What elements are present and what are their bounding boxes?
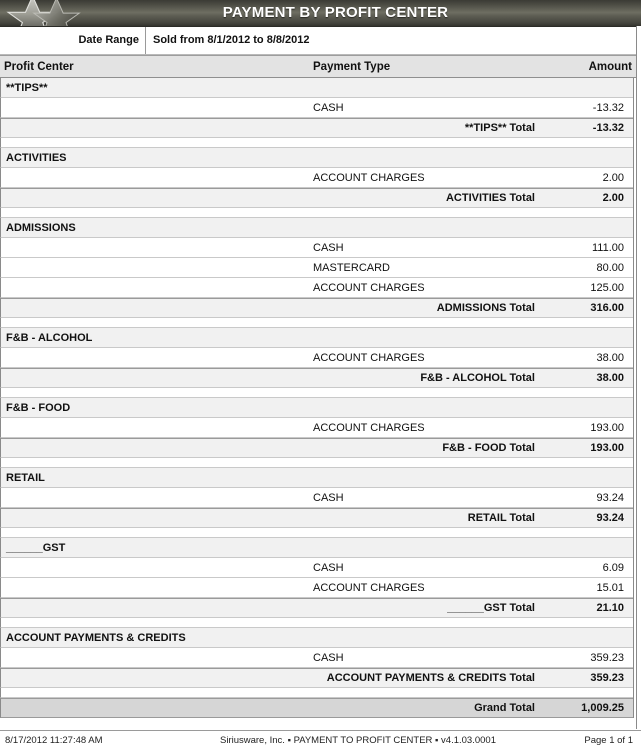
group-spacer <box>0 458 633 468</box>
group-total-row <box>0 598 633 618</box>
group-total-amount: -13.32 <box>592 122 624 134</box>
group-name: F&B - FOOD <box>6 401 71 414</box>
grand-total-row <box>0 698 633 718</box>
group-spacer <box>0 208 633 218</box>
group-total-label: F&B - FOOD Total <box>442 442 535 454</box>
group-total-amount: 316.00 <box>590 302 624 314</box>
group-total-row <box>0 298 633 318</box>
row-amount: 111.00 <box>591 241 624 254</box>
table-row <box>0 278 633 298</box>
row-amount: 125.00 <box>590 281 624 294</box>
date-range-value: Sold from 8/1/2012 to 8/8/2012 <box>153 34 310 46</box>
group-name: ACCOUNT PAYMENTS & CREDITS <box>6 631 186 644</box>
row-payment-type: CASH <box>313 491 344 504</box>
group-total-amount: 38.00 <box>596 372 624 384</box>
group-spacer <box>0 388 633 398</box>
row-amount: 6.09 <box>602 561 624 574</box>
table-row <box>0 418 633 438</box>
row-payment-type: CASH <box>313 241 344 254</box>
footer-timestamp: 8/17/2012 11:27:48 AM <box>5 735 103 746</box>
group-total-row <box>0 118 633 138</box>
group-name: ADMISSIONS <box>6 221 76 234</box>
table-row <box>0 578 633 598</box>
row-amount: 359.23 <box>590 651 624 664</box>
group-total-label: ACTIVITIES Total <box>445 192 535 204</box>
row-payment-type: ACCOUNT CHARGES <box>313 351 425 364</box>
table-row <box>0 168 633 188</box>
row-payment-type: ACCOUNT CHARGES <box>313 281 425 294</box>
group-total-row <box>0 438 633 458</box>
grand-total-label: Grand Total <box>474 702 535 714</box>
table-row <box>0 648 633 668</box>
report-title: PAYMENT BY PROFIT CENTER <box>222 4 449 21</box>
row-payment-type: CASH <box>313 561 344 574</box>
group-header-row <box>0 328 633 348</box>
table-row <box>0 488 633 508</box>
row-amount: 93.24 <box>596 491 624 504</box>
group-header-row <box>0 218 633 238</box>
group-header-row <box>0 148 633 168</box>
group-total-label: ______GST Total <box>447 602 535 614</box>
group-total-amount: 21.10 <box>596 602 624 614</box>
group-total-amount: 93.24 <box>596 512 624 524</box>
date-range-label: Date Range <box>0 27 146 54</box>
row-payment-type: ACCOUNT CHARGES <box>313 171 425 184</box>
row-payment-type: MASTERCARD <box>313 261 391 274</box>
column-header-row <box>0 55 641 78</box>
table-row <box>0 258 633 278</box>
group-spacer <box>0 318 633 328</box>
table-row <box>0 558 633 578</box>
group-total-label: **TIPS** Total <box>464 122 535 134</box>
row-payment-type: CASH <box>313 101 344 114</box>
group-total-amount: 193.00 <box>590 442 624 454</box>
report-footer <box>0 730 641 750</box>
group-spacer <box>0 618 633 628</box>
group-total-label: ADMISSIONS Total <box>436 302 535 314</box>
row-amount: -13.32 <box>592 101 624 114</box>
group-header-row <box>0 538 633 558</box>
group-header-row <box>0 468 633 488</box>
page-right-edge <box>636 26 641 729</box>
footer-source: Siriusware, Inc. ▪ PAYMENT TO PROFIT CENTER ▪ v4.1.03.0001 <box>220 735 496 746</box>
group-total-label: ACCOUNT PAYMENTS & CREDITS Total <box>326 672 535 684</box>
row-payment-type: ACCOUNT CHARGES <box>313 581 425 594</box>
group-name: F&B - ALCOHOL <box>6 331 93 344</box>
group-name: RETAIL <box>6 471 45 484</box>
group-total-row <box>0 668 633 688</box>
row-amount: 193.00 <box>590 421 624 434</box>
table-row <box>0 348 633 368</box>
group-name: **TIPS** <box>6 81 48 94</box>
group-name: ACTIVITIES <box>6 151 67 164</box>
report-title-bar <box>0 0 641 27</box>
group-header-row <box>0 398 633 418</box>
group-spacer <box>0 688 633 698</box>
report-body <box>0 78 634 718</box>
group-total-label: F&B - ALCOHOL Total <box>420 372 535 384</box>
group-name: ______GST <box>6 541 66 554</box>
group-total-row <box>0 368 633 388</box>
group-total-amount: 359.23 <box>590 672 624 684</box>
row-amount: 80.00 <box>596 261 624 274</box>
column-header-amount: Amount <box>588 60 632 73</box>
row-amount: 15.01 <box>596 581 624 594</box>
column-header-profit-center: Profit Center <box>4 60 74 73</box>
group-total-label: RETAIL Total <box>467 512 535 524</box>
group-total-amount: 2.00 <box>602 192 624 204</box>
row-payment-type: ACCOUNT CHARGES <box>313 421 425 434</box>
grand-total-amount: 1,009.25 <box>581 702 624 714</box>
group-total-row <box>0 508 633 528</box>
row-amount: 38.00 <box>596 351 624 364</box>
group-spacer <box>0 528 633 538</box>
table-row <box>0 98 633 118</box>
group-total-row <box>0 188 633 208</box>
footer-page: Page 1 of 1 <box>584 735 633 746</box>
column-header-payment-type: Payment Type <box>313 60 391 73</box>
row-amount: 2.00 <box>602 171 624 184</box>
group-header-row <box>0 628 633 648</box>
date-range-band <box>0 27 641 55</box>
group-header-row <box>0 78 633 98</box>
group-spacer <box>0 138 633 148</box>
table-row <box>0 238 633 258</box>
row-payment-type: CASH <box>313 651 344 664</box>
